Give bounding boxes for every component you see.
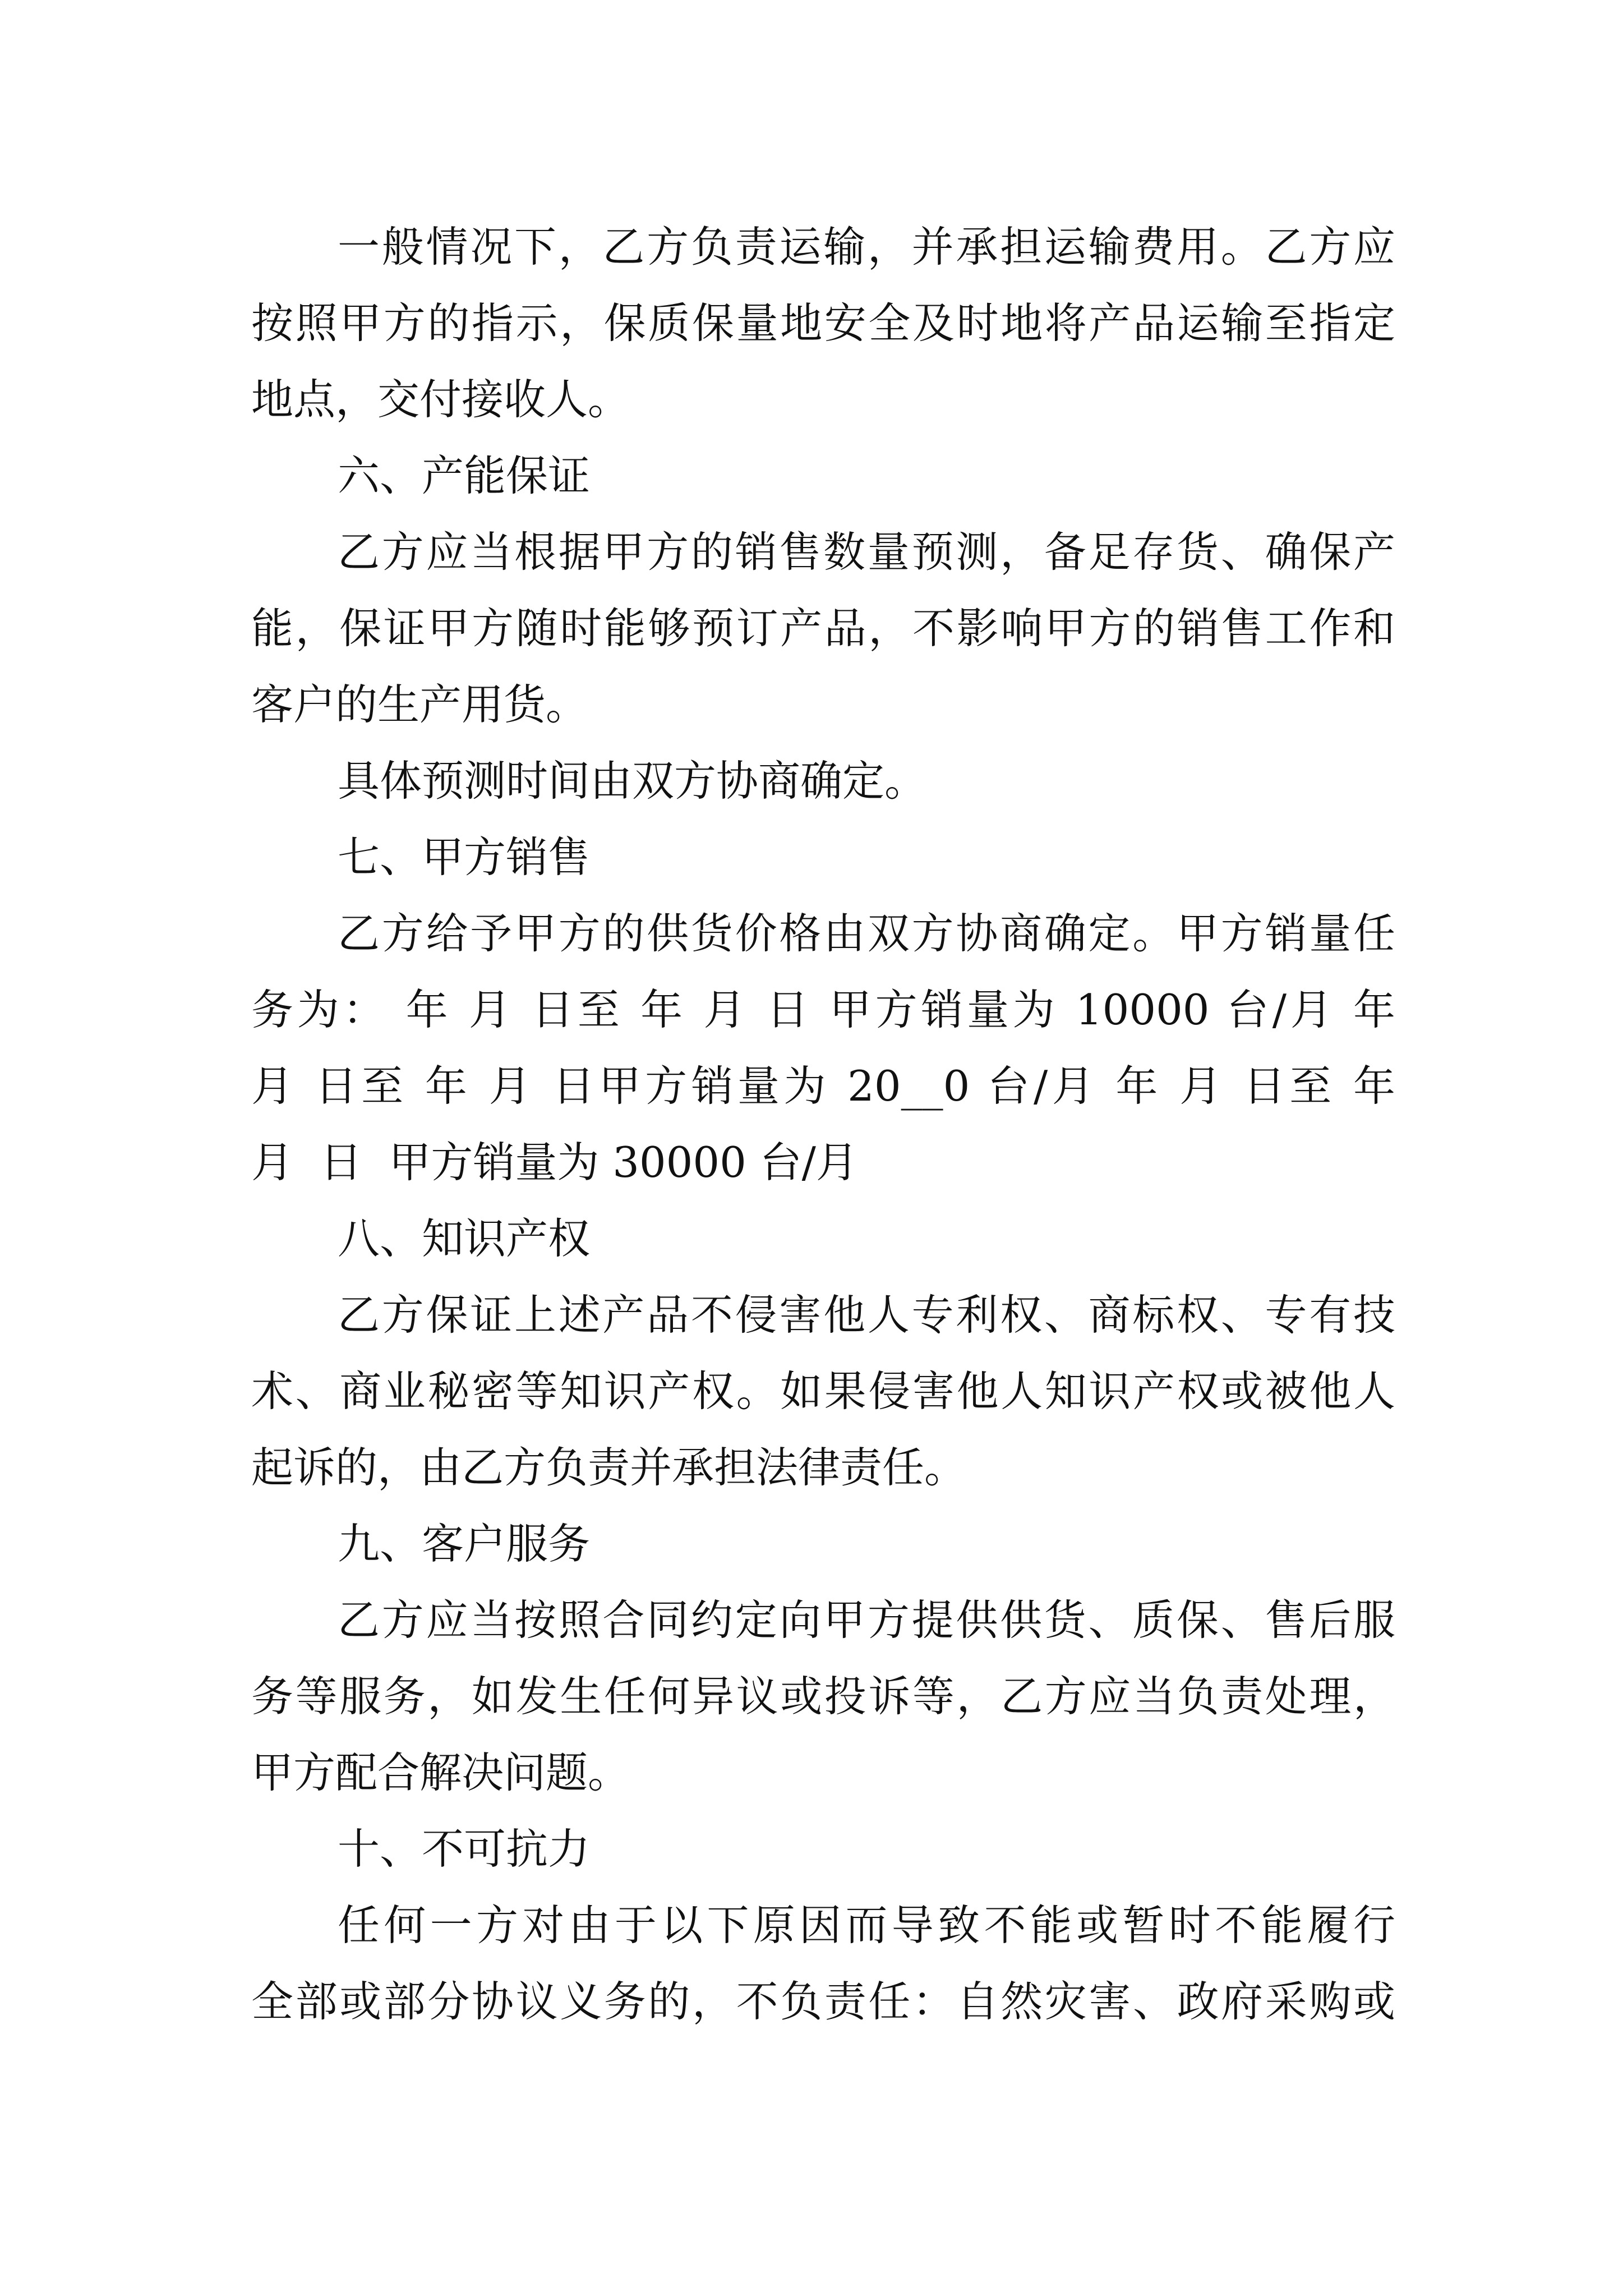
paragraph [251,209,1395,438]
text-line: 乙方保证上述产品不侵害他人专利权、商标权、专有技 [338,1290,1395,1340]
text-line: 务等服务，如发生任何异议或投诉等，乙方应当负责处理， [251,1672,1395,1721]
text-line: 客户的生产用货。 [251,680,588,729]
text-line: 月 日 甲方销量为 30000 台/月 [251,1138,858,1187]
paragraph [251,743,1395,819]
text-line: 能，保证甲方随时能够预订产品，不影响甲方的销售工作和 [251,604,1395,653]
text-line: 地点，交付接收人。 [251,375,630,424]
document-body [251,209,1395,2040]
text-line: 月 日至 年 月 日甲方销量为 20__0 台/月 年 月 日至 年 [251,1061,1395,1111]
text-line: 甲方配合解决问题。 [251,1748,630,1797]
section-heading [251,819,1395,895]
section-heading [251,1811,1395,1887]
text-line: 具体预测时间由双方协商确定。 [338,756,927,806]
text-line: 按照甲方的指示，保质保量地安全及时地将产品运输至指定 [251,298,1395,348]
paragraph [251,1277,1395,1506]
heading-text: 十、不可抗力 [338,1824,591,1874]
paragraph [251,514,1395,743]
section-heading [251,1506,1395,1582]
paragraph [251,1887,1395,2040]
text-line: 起诉的，由乙方负责并承担法律责任。 [251,1443,967,1492]
paragraph [251,1582,1395,1811]
heading-text: 六、产能保证 [338,451,591,500]
heading-text: 七、甲方销售 [338,832,591,882]
section-heading [251,1200,1395,1277]
section-heading [251,438,1395,514]
paragraph [251,895,1395,1200]
text-line: 一般情况下，乙方负责运输，并承担运输费用。乙方应 [338,222,1395,272]
text-line: 全部或部分协议义务的，不负责任：自然灾害、政府采购或 [251,1977,1395,2026]
text-line: 乙方应当按照合同约定向甲方提供供货、质保、售后服 [338,1595,1395,1645]
text-line: 乙方应当根据甲方的销售数量预测，备足存货、确保产 [338,527,1395,577]
text-line: 务为： 年 月 日至 年 月 日 甲方销量为 10000 台/月 年 [251,985,1395,1034]
text-line: 任何一方对由于以下原因而导致不能或暂时不能履行 [338,1901,1395,1950]
heading-text: 八、知识产权 [338,1214,591,1263]
text-line: 乙方给予甲方的供货价格由双方协商确定。甲方销量任 [338,909,1395,958]
heading-text: 九、客户服务 [338,1519,591,1568]
text-line: 术、商业秘密等知识产权。如果侵害他人知识产权或被他人 [251,1366,1395,1416]
